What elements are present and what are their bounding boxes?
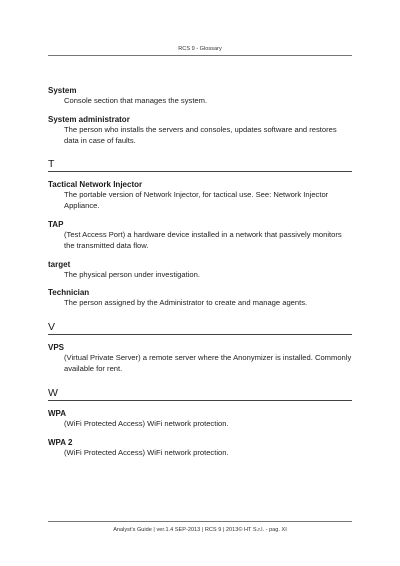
entry-term: Technician	[48, 288, 90, 298]
page-header: RCS 9 - Glossary	[178, 46, 222, 52]
glossary-entry	[48, 180, 352, 212]
glossary-entry	[48, 438, 352, 459]
entry-term: Tactical Network Injector	[48, 180, 143, 190]
entry-definition: The portable version of Network Injector, for tactical use. See: Network Injector Appliance.	[64, 190, 329, 211]
glossary-entry	[48, 86, 352, 107]
entry-term: VPS	[48, 343, 65, 353]
section-heading-w: W	[48, 383, 352, 401]
entry-definition: The person assigned by the Administrator to create and manage agents.	[64, 298, 308, 308]
glossary-entry	[48, 260, 352, 281]
entry-term: WPA	[48, 408, 67, 418]
entry-term: target	[48, 259, 71, 269]
glossary-entry	[48, 220, 352, 252]
entry-definition: (Virtual Private Server) a remote server where the Anonymizer is installed. Commonly available for rent.	[64, 353, 352, 373]
glossary-entry	[48, 115, 352, 147]
entry-term: TAP	[48, 219, 64, 229]
entry-definition: (Test Access Port) a hardware device installed in a network that passively monitors the transmitted data flow.	[64, 229, 342, 250]
entry-definition: (WiFi Protected Access) WiFi network protection.	[64, 418, 229, 428]
entry-definition: (WiFi Protected Access) WiFi network protection.	[64, 447, 229, 457]
entry-definition: Console section that manages the system.	[64, 96, 208, 105]
glossary-entry	[48, 409, 352, 430]
footer-rule	[48, 521, 352, 522]
glossary-content	[48, 86, 352, 466]
entry-term: WPA 2	[48, 437, 73, 447]
glossary-entry	[48, 343, 352, 375]
entry-term: System	[48, 86, 77, 95]
header-rule	[48, 55, 352, 56]
section-heading-v: V	[48, 317, 352, 335]
page-footer: Analyst's Guide | ver.1.4 SEP-2013 | RCS 9 | 2013© HT S.r.l. - pag. XI	[113, 527, 287, 533]
entry-definition: The physical person under investigation.	[64, 269, 200, 279]
entry-definition: The person who installs the servers and consoles, updates software and restores data in case of faults.	[64, 124, 337, 145]
glossary-entry	[48, 288, 352, 309]
section-heading-t: T	[48, 154, 352, 172]
entry-term: System administrator	[48, 114, 130, 124]
